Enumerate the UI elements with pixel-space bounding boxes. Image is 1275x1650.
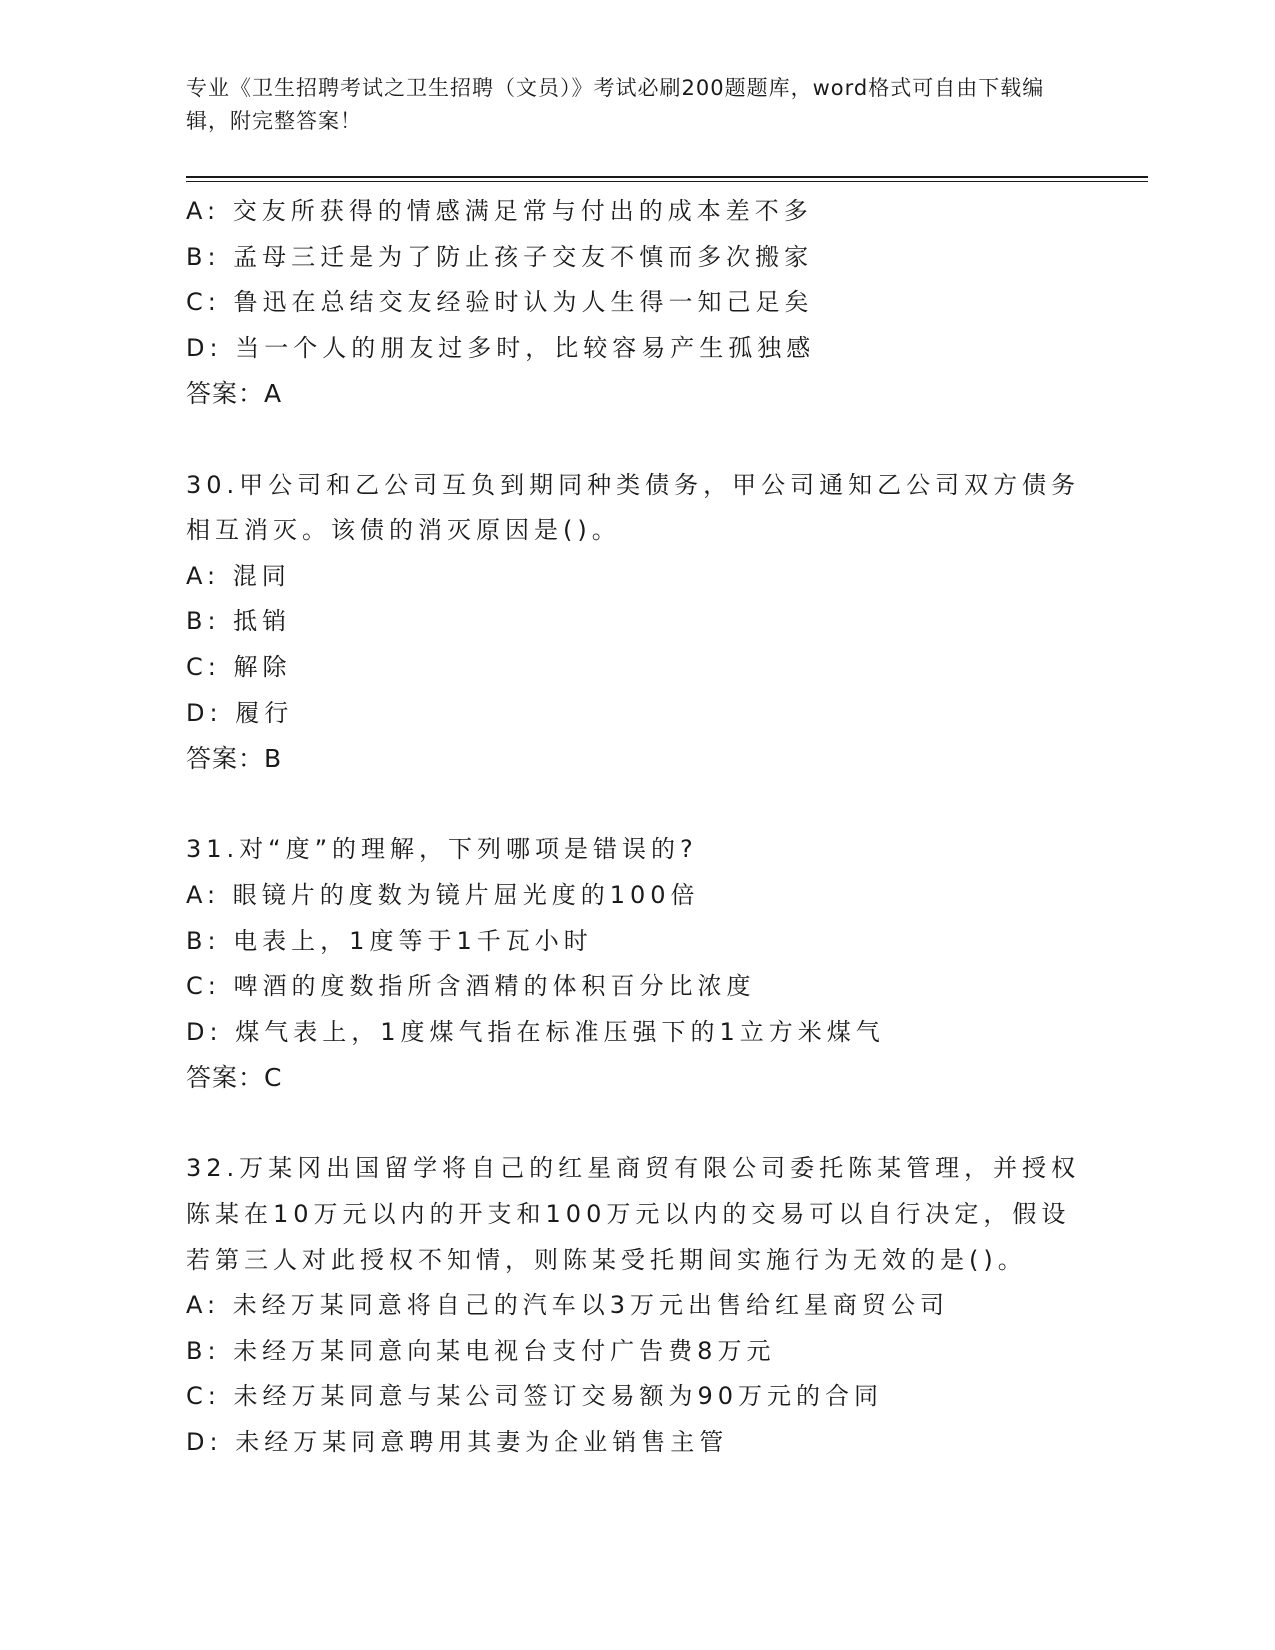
spacer — [186, 417, 1086, 463]
option-a: A: 眼镜片的度数为镜片屈光度的100倍 — [186, 880, 700, 909]
question-stem-line: 相互消灭。该债的消灭原因是()。 — [186, 516, 621, 545]
document-header: 专业《卫生招聘考试之卫生招聘（文员）》考试必刷200题题库，word格式可自由下载编辑，附完整答案！ — [186, 76, 1045, 133]
question-32-block — [186, 1146, 1086, 1465]
option-a: A: 未经万某同意将自己的汽车以3万元出售给红星商贸公司 — [186, 1291, 949, 1320]
header-rule-thin — [186, 181, 1148, 182]
option-a: A: 交友所获得的情感满足常与付出的成本差不多 — [186, 197, 813, 225]
question-stem-line: 30.甲公司和乙公司互负到期同种类债务，甲公司通知乙公司双方债务 — [186, 470, 1081, 499]
answer-label: 答案：A — [186, 379, 283, 409]
option-b: B: 未经万某同意向某电视台支付广告费8万元 — [186, 1336, 776, 1365]
option-d: D: 履行 — [186, 698, 294, 727]
option-b: B: 抵销 — [186, 607, 292, 636]
spacer — [186, 1101, 1086, 1147]
question-stem-line: 31.对“度”的理解，下列哪项是错误的? — [186, 835, 698, 864]
option-d: D: 未经万某同意聘用其妻为企业销售主管 — [186, 1428, 729, 1457]
question-30-block — [186, 463, 1086, 782]
question-list — [186, 189, 1086, 1466]
option-a: A: 混同 — [186, 561, 291, 590]
answer-label: 答案：B — [186, 744, 283, 774]
question-31-block — [186, 827, 1086, 1101]
spacer — [186, 782, 1086, 828]
question-stem-line: 陈某在10万元以内的开支和100万元以内的交易可以自行决定，假设 — [186, 1200, 1071, 1229]
option-d: D: 当一个人的朋友过多时，比较容易产生孤独感 — [186, 333, 816, 362]
question-stem-line: 若第三人对此授权不知情，则陈某受托期间实施行为无效的是()。 — [186, 1245, 1027, 1274]
option-c: C: 啤酒的度数指所含酒精的体积百分比浓度 — [186, 972, 756, 1001]
option-c: C: 未经万某同意与某公司签订交易额为90万元的合同 — [186, 1382, 884, 1411]
question-29-block — [186, 189, 1086, 417]
answer-label: 答案：C — [186, 1063, 283, 1093]
option-c: C: 解除 — [186, 652, 292, 681]
header-rule-thick — [186, 176, 1148, 178]
question-stem-line: 32.万某冈出国留学将自己的红星商贸有限公司委托陈某管理，并授权 — [186, 1154, 1081, 1183]
option-d: D: 煤气表上，1度煤气指在标准压强下的1立方米煤气 — [186, 1017, 885, 1046]
option-b: B: 孟母三迁是为了防止孩子交友不慎而多次搬家 — [186, 242, 814, 271]
option-c: C: 鲁迅在总结交友经验时认为人生得一知己足矣 — [186, 288, 814, 317]
option-b: B: 电表上，1度等于1千瓦小时 — [186, 926, 593, 955]
